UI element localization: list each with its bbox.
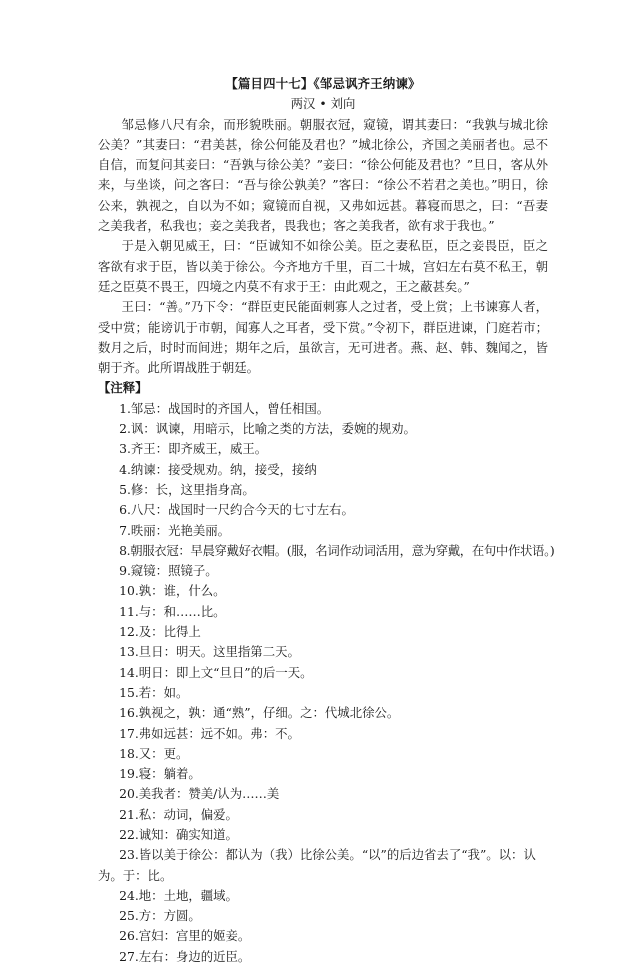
note-item: 21.私：动词，偏爱。 bbox=[119, 806, 238, 822]
note-item: 14.明日：即上文“旦日”的后一天。 bbox=[119, 664, 313, 680]
note-item: 11.与：和……比。 bbox=[119, 603, 226, 619]
note-item: 6.八尺：战国时一尺约合今天的七寸左右。 bbox=[119, 502, 354, 518]
body-paragraph: 于是入朝见威王，曰：“臣诚知不如徐公美。臣之妻私臣，臣之妾畏臣，臣之客欲有求于臣，皆以美于徐公。今齐地方千里，百二十城，宫妇左右莫不私王，朝廷之臣莫不畏王，四境之内莫不有求于王：由此观之，王之蔽甚矣。” bbox=[98, 238, 548, 294]
note-item: 12.及：比得上 bbox=[119, 624, 201, 640]
note-item: 27.左右：身边的近臣。 bbox=[119, 948, 251, 964]
note-item: 20.美我者：赞美/认为……美 bbox=[119, 786, 280, 802]
note-item: 9.窥镜：照镜子。 bbox=[119, 563, 218, 579]
note-item: 5.修：长，这里指身高。 bbox=[119, 481, 255, 497]
note-item: 24.地：土地，疆域。 bbox=[119, 887, 238, 903]
note-item: 15.若：如。 bbox=[119, 684, 189, 700]
notes-heading: 【注释】 bbox=[98, 380, 148, 396]
note-item: 1.邹忌：战国时的齐国人，曾任相国。 bbox=[119, 400, 330, 416]
body-paragraph: 王曰：“善。”乃下令：“群臣吏民能面刺寡人之过者，受上赏；上书谏寡人者，受中赏；能谤讥于市朝，闻寡人之耳者，受下赏。”令初下，群臣进谏，门庭若市；数月之后，时时而间进；期年之后，虽欲言，无可进者。燕、赵、韩、魏闻之，皆朝于齐。此所谓战胜于朝廷。 bbox=[98, 299, 548, 376]
note-item: 2.讽：讽谏，用暗示，比喻之类的方法，委婉的规劝。 bbox=[119, 421, 416, 437]
note-item: 17.弗如远甚：远不如。弗：不。 bbox=[119, 725, 300, 741]
document-title: 【篇目四十七】《邹忌讽齐王纳谏》 bbox=[225, 76, 421, 91]
body-paragraph: 邹忌修八尺有余，而形貌昳丽。朝服衣冠，窥镜，谓其妻曰：“我孰与城北徐公美？”其妻曰：“君美甚，徐公何能及君也？”城北徐公，齐国之美丽者也。忌不自信，而复问其妾曰：“吾孰与徐公美？”妾曰：“徐公何能及君也？”旦日，客从外来，与坐谈，问之客曰：“吾与徐公孰美？”客曰：“徐公不若君之美也。”明日，徐公来，孰视之，自以为不如；窥镜而自视，又弗如远甚。暮寝而思之，曰：“吾妻之美我者，私我也；妾之美我者，畏我也；客之美我者，欲有求于我也。” bbox=[98, 116, 548, 234]
note-item: 22.诚知：确实知道。 bbox=[119, 826, 238, 842]
note-item: 23.皆以美于徐公：都认为（我）比徐公美。“以”的后边省去了“我”。以：认为。于：比。 bbox=[98, 847, 536, 883]
note-item: 26.宫妇：宫里的姬妾。 bbox=[119, 928, 251, 944]
note-item: 18.又：更。 bbox=[119, 745, 189, 761]
note-item: 10.孰：谁，什么。 bbox=[119, 583, 226, 599]
note-item: 13.旦日：明天。这里指第二天。 bbox=[119, 644, 300, 660]
note-item: 8.朝服衣冠：早晨穿戴好衣帽。(服，名词作动词活用，意为穿戴，在句中作状语。) bbox=[119, 542, 555, 558]
note-item: 3.齐王：即齐威王，威王。 bbox=[119, 441, 268, 457]
note-item: 19.寝：躺着。 bbox=[119, 766, 201, 782]
note-item: 4.纳谏：接受规劝。纳，接受，接纳 bbox=[119, 461, 317, 477]
author-line: 两汉 • 刘向 bbox=[290, 96, 356, 112]
note-item: 7.昳丽：光艳美丽。 bbox=[119, 522, 231, 538]
note-item: 25.方：方圆。 bbox=[119, 908, 201, 924]
note-item: 16.孰视之，孰：通“熟”，仔细。之：代城北徐公。 bbox=[119, 705, 400, 721]
